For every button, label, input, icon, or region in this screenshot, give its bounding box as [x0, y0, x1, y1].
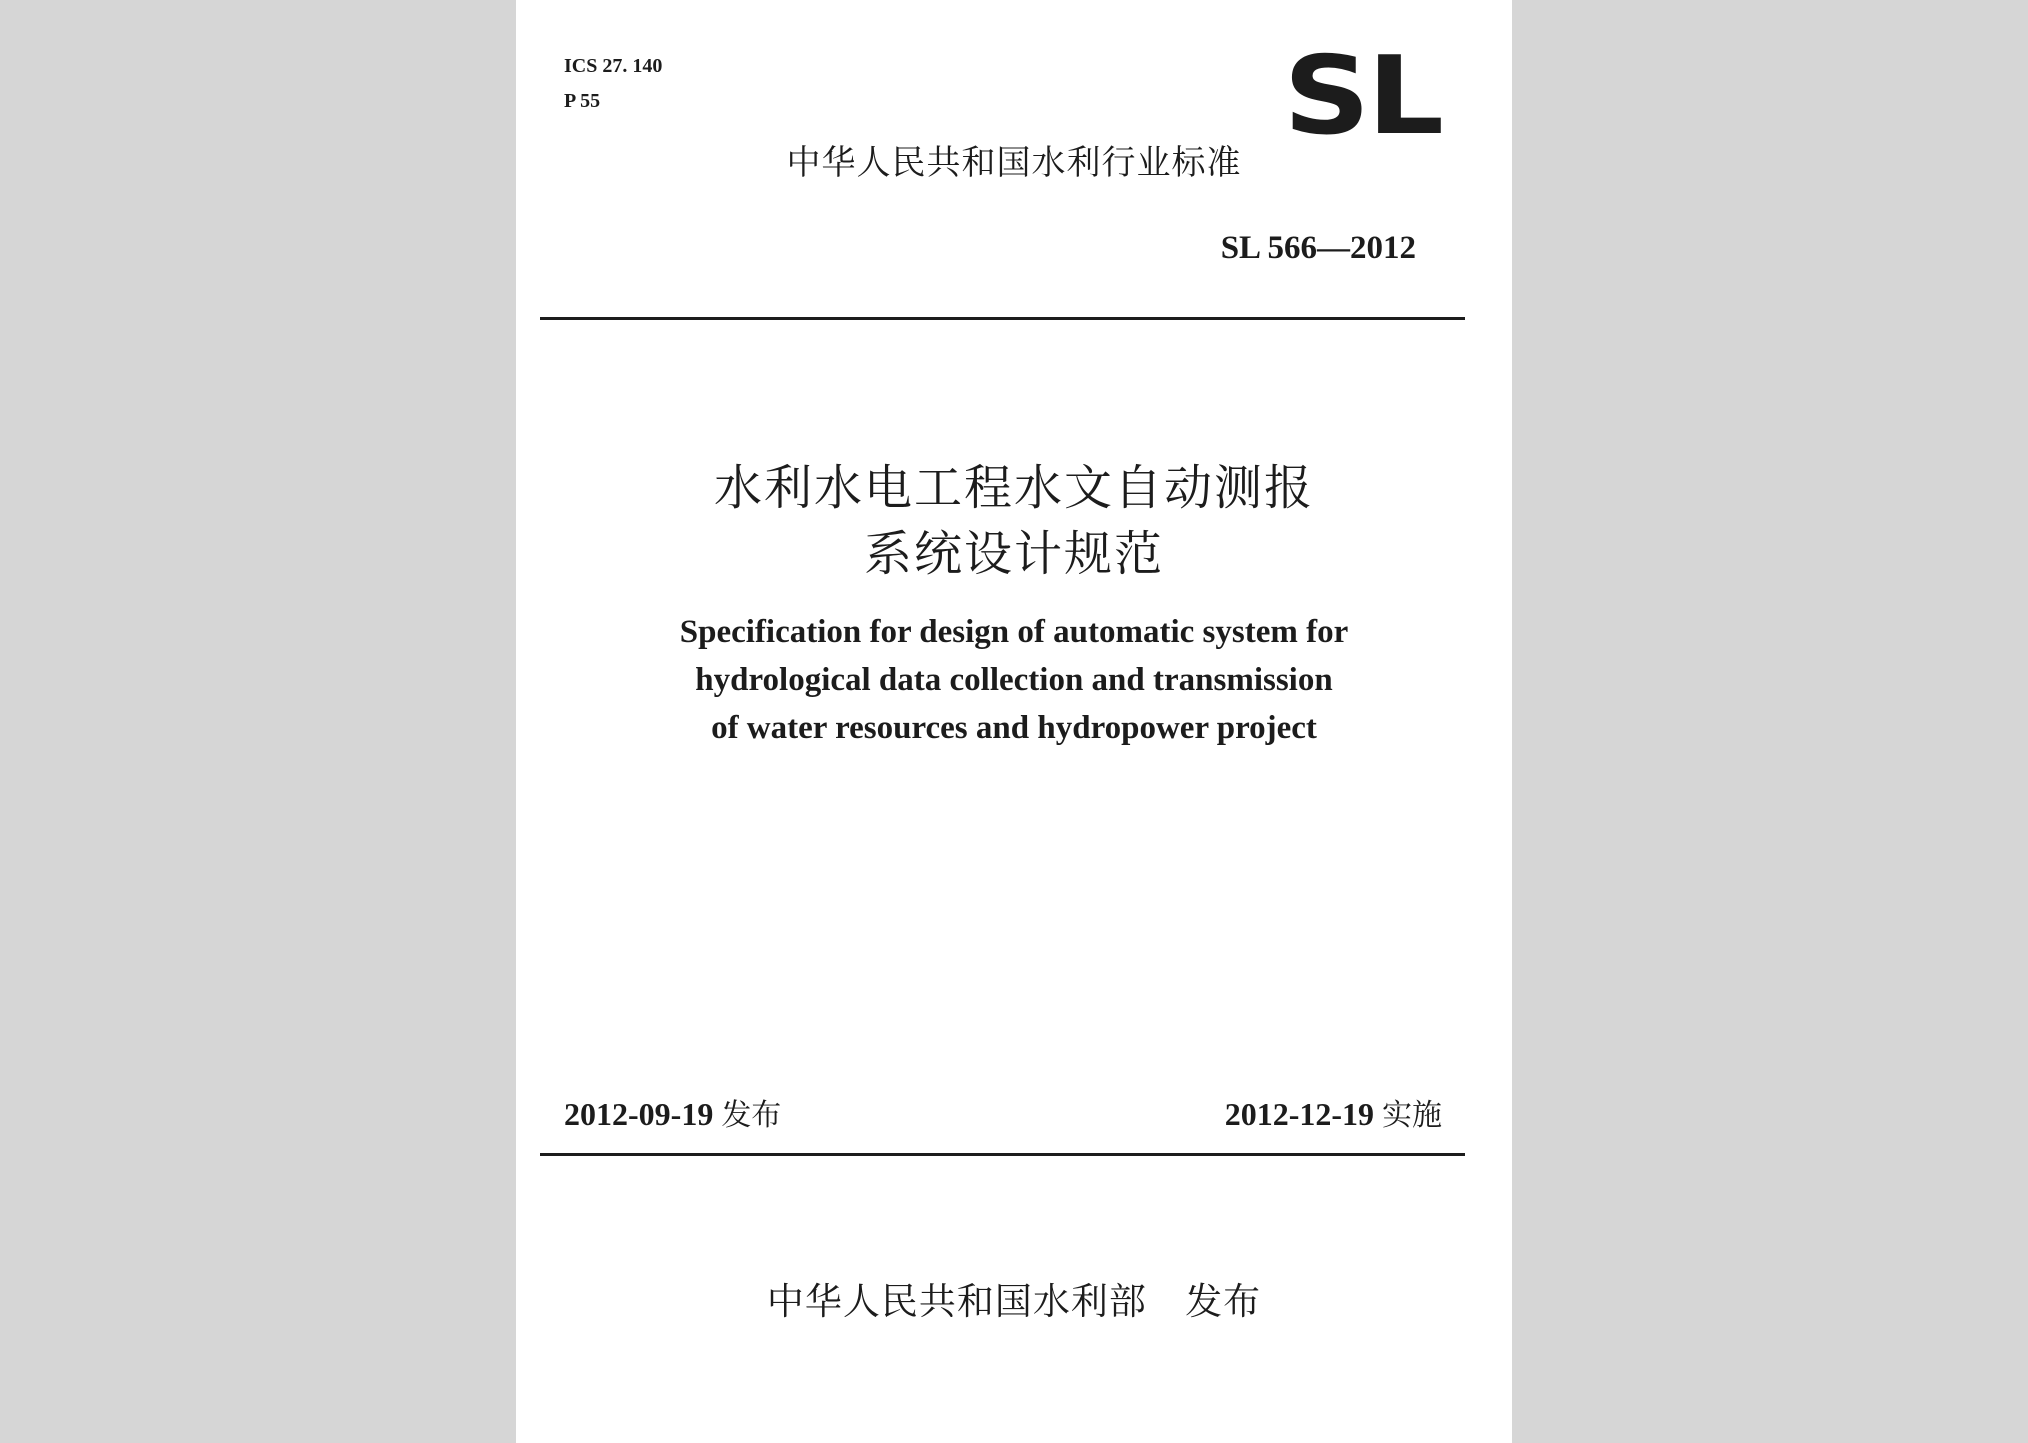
- issue-date-label: 发布: [721, 1098, 782, 1133]
- publish-label: 发布: [1185, 1280, 1262, 1323]
- top-divider: [540, 317, 1465, 320]
- title-en-line-3: of water resources and hydropower project: [711, 710, 1317, 746]
- title-cn-line-1: 水利水电工程水文自动测报: [713, 460, 1314, 516]
- issue-date: [564, 1098, 781, 1131]
- cover-page: [516, 0, 1512, 1443]
- implement-date-value: 2012-12-19: [1224, 1096, 1374, 1132]
- sl-logo: SL: [1283, 34, 1441, 159]
- standard-number: SL 566—2012: [1220, 230, 1416, 266]
- industry-standard-heading: 中华人民共和国水利行业标准: [786, 143, 1242, 183]
- implement-date: [1225, 1098, 1442, 1131]
- ics-code: ICS 27. 140: [564, 55, 663, 77]
- issue-date-value: 2012-09-19: [564, 1096, 714, 1132]
- implement-date-label: 实施: [1382, 1098, 1442, 1133]
- title-en-line-2: hydrological data collection and transmission: [695, 662, 1333, 698]
- title-cn-line-2: 系统设计规范: [863, 526, 1164, 582]
- title-en-line-1: Specification for design of automatic system for: [679, 614, 1349, 650]
- publisher-name: 中华人民共和国水利部: [766, 1280, 1147, 1323]
- publisher-line: [516, 1280, 1512, 1323]
- ccs-code: P 55: [564, 90, 601, 112]
- bottom-divider: [540, 1153, 1465, 1156]
